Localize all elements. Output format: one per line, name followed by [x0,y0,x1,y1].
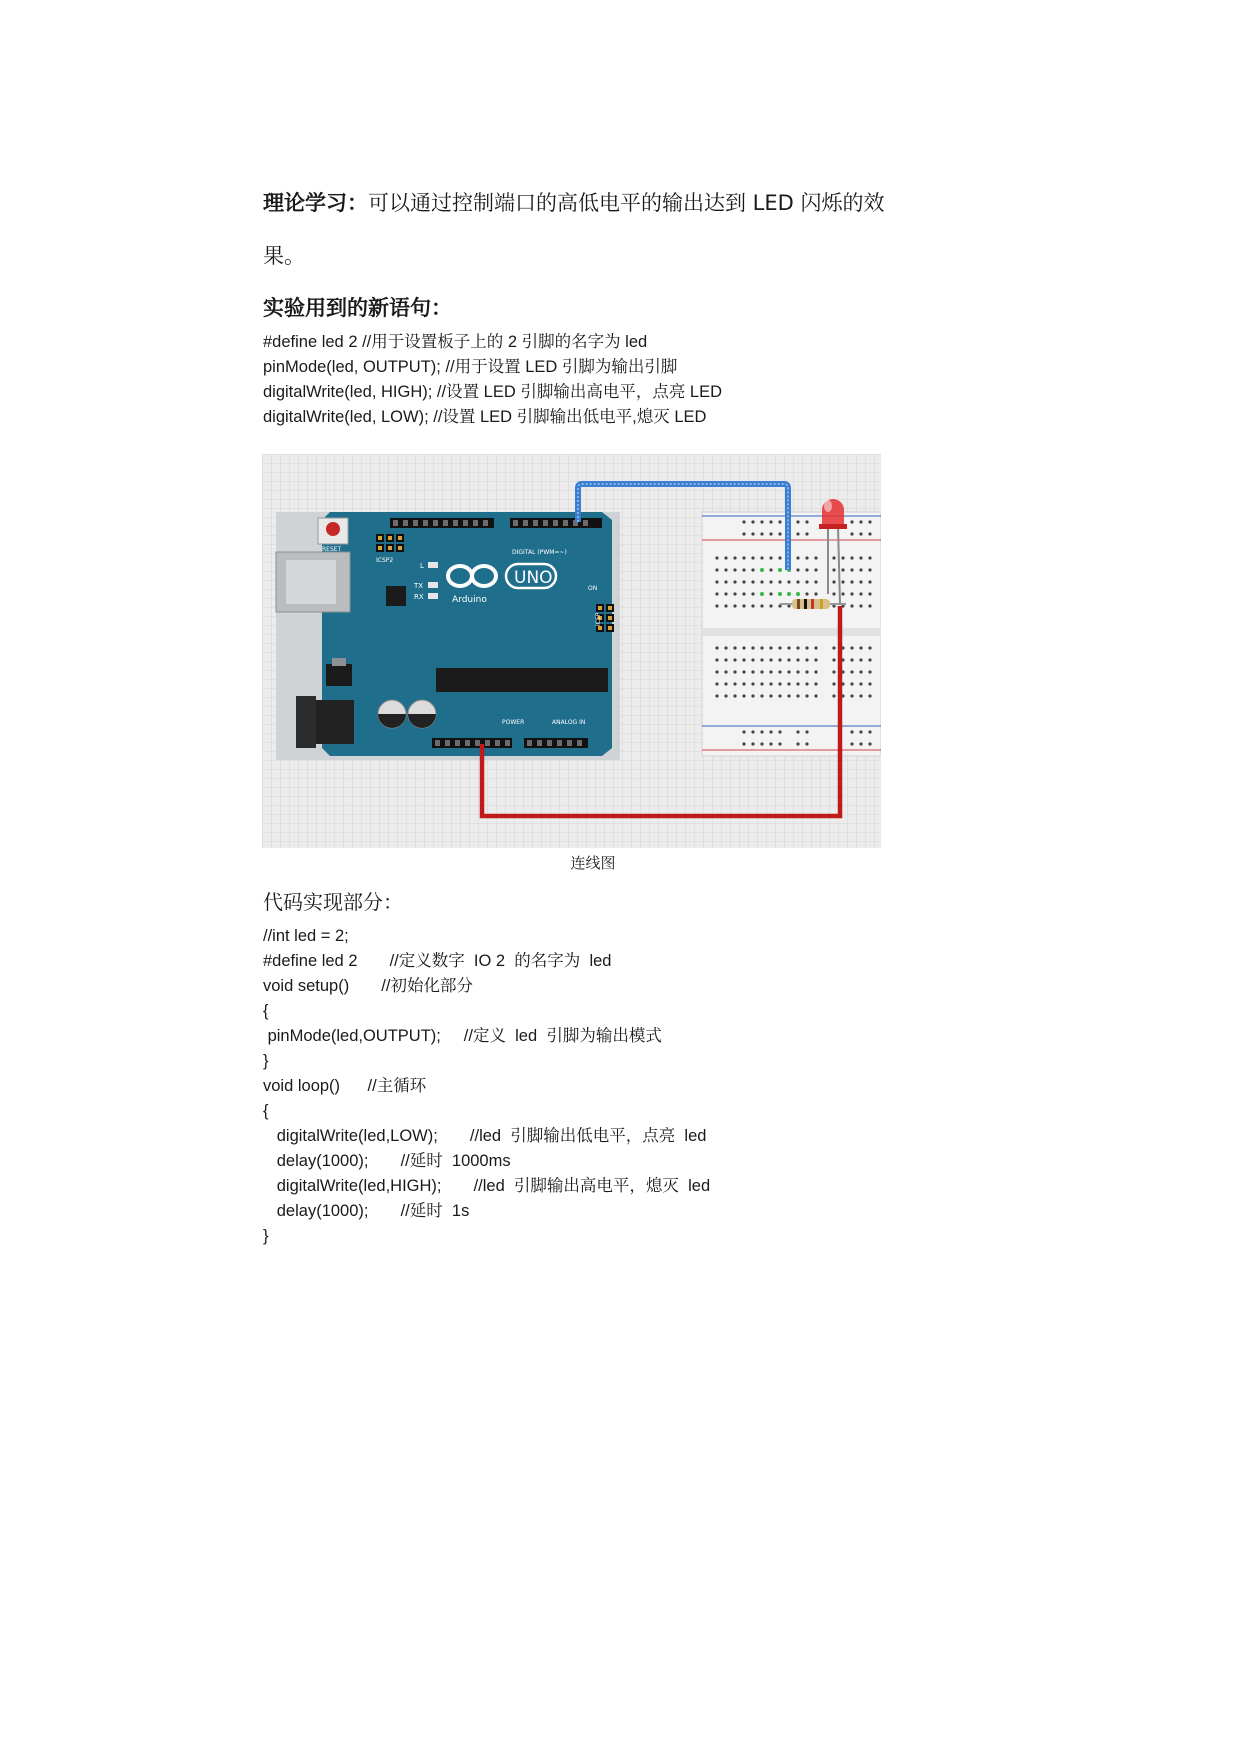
voltage-regulator [326,664,352,686]
theory-lead: 理论学习： [263,191,368,215]
code-line: { [263,1102,269,1120]
analog-label: ANALOG IN [552,719,586,726]
code-line: { [263,1002,269,1020]
statement-line: #define led 2 //用于设置板子上的 2 引脚的名字为 led [263,333,648,351]
statement-line: digitalWrite(led, HIGH); //设置 LED 引脚输出高电平，点亮 LED [263,383,723,401]
figure-caption: 连线图 [570,854,616,872]
theory-text-line1: 可以通过控制端口的高低电平的输出达到 LED 闪烁的效 [368,191,885,215]
arduino-label: Arduino [452,595,487,605]
power-label: POWER [502,719,525,726]
theory-paragraph [263,188,963,218]
code-line: delay(1000); //延时 1000ms [263,1152,511,1170]
code-line: delay(1000); //延时 1s [263,1202,470,1220]
reset-label: RESET [322,546,342,553]
code-line: digitalWrite(led,LOW); //led 引脚输出低电平，点亮 led [263,1127,707,1145]
tx-label: TX [414,582,424,590]
statement-line: digitalWrite(led, LOW); //设置 LED 引脚输出低电平,熄灭 LED [263,408,707,426]
new-statements-list [263,330,722,430]
breadboard [702,512,881,756]
arduino-board [276,512,620,760]
code-line: //int led = 2; [263,927,349,945]
code-line: void setup() //初始化部分 [263,977,473,995]
wiring-diagram [262,454,881,848]
on-label: ON [588,585,598,592]
icsp2-label: ICSP2 [376,557,394,564]
code-line: } [263,1052,269,1070]
digital-label: DIGITAL (PWM=~) [512,549,567,556]
uno-label: UNO [514,568,553,588]
microcontroller-chip [436,668,608,692]
code-line: #define led 2 //定义数字 IO 2 的名字为 led [263,952,612,970]
code-line: } [263,1227,269,1245]
l-led-label: L [420,562,424,570]
new-statements-heading: 实验用到的新语句： [263,296,452,320]
code-line: pinMode(led,OUTPUT); //定义 led 引脚为输出模式 [263,1027,662,1045]
statement-line: pinMode(led, OUTPUT); //用于设置 LED 引脚为输出引脚 [263,358,678,376]
small-chip [386,586,406,606]
code-section-heading: 代码实现部分： [263,890,403,914]
code-line: void loop() //主循环 [263,1077,427,1095]
code-line: digitalWrite(led,HIGH); //led 引脚输出高电平，熄灭 led [263,1177,711,1195]
icsp-label: ICSP [595,612,602,626]
rx-label: RX [414,593,424,601]
code-block [263,924,710,1249]
theory-text-line2: 果。 [263,244,305,268]
